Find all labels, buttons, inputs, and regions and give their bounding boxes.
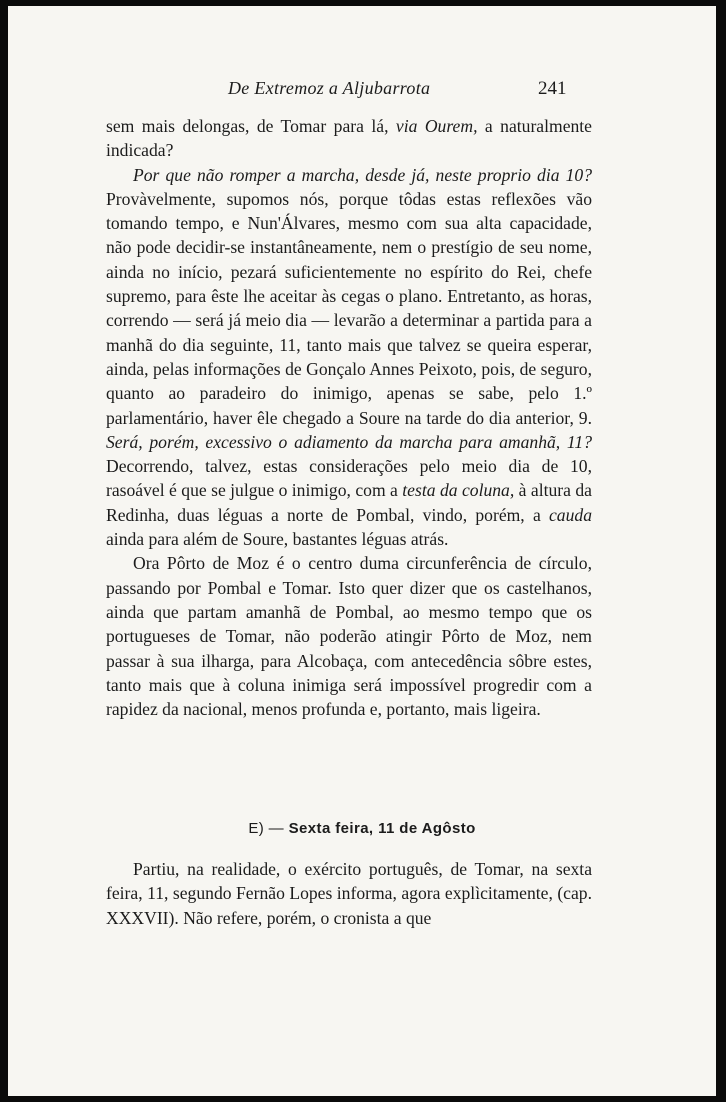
section-text [106,857,592,930]
section-label: E) — [248,820,289,837]
paragraph-4: Partiu, na realidade, o exército português, de Tomar, na sexta feira, 11, segundo Fernão Lopes informa, agora explìcitamente, (cap. XXXVII). Não refere, porém, o cronista a que [106,859,592,928]
paragraph-2 [106,163,592,552]
main-text [106,114,592,721]
section-heading [8,820,716,837]
paragraph-2-italic-2: Será, porém, excessivo o adiamento da marcha para amanhã, 11? [106,431,592,452]
section-title: Sexta feira, 11 de Agôsto [288,820,476,837]
page-number: 241 [538,78,567,99]
paragraph-2-text-1: Provàvelmente, supomos nós, porque tôdas estas reflexões vão tomando tempo, e Nun'Álvares, mesmo com sua alta capacidade, não pode decidir-se instantâneamente, nem o prestígio de seu nome, ainda no início, pezará suficientemente no espírito do Rei, chefe supremo, para êste lhe aceitar às cegas o plano. Entretanto, as horas, correndo — será já meio dia — levarão a determinar a partida para a manhã do dia seguinte, 11, tanto mais que talvez se queira esperar, ainda, pelas informações de Gonçalo Annes Peixoto, pois, de seguro, quanto ao paradeiro do inimigo, apenas se sabe, pelo 1.º parlamentário, haver êle chegado a Soure na tarde do dia anterior, 9. [106,188,592,428]
paragraph-2-text-4: ainda para além de Soure, bastantes léguas atrás. [106,529,449,550]
running-head-title: De Extremoz a Aljubarrota [228,78,431,98]
paragraph-2-text-3: à altura da Redinha, duas léguas a norte de Pombal, vindo, porém, a [106,480,592,525]
book-page [8,6,716,1096]
paragraph-1-italic: via Ourem, [395,116,478,136]
paragraph-1 [106,114,592,163]
paragraph-1-text: sem mais delongas, de Tomar para lá, [106,116,396,136]
paragraph-2-text-2: Decorrendo, talvez, estas considerações pelo meio dia de 10, rasoável é que se julgue o inimigo, com a [106,456,592,501]
paragraph-2-question: Por que não romper a marcha, desde já, neste proprio dia 10? [133,164,592,185]
paragraph-2-italic-4: cauda [549,504,592,525]
paragraph-1-text-after: a naturalmente indicada? [106,116,592,161]
running-head [8,78,716,104]
paragraph-2-italic-3: testa da coluna, [402,480,515,501]
paragraph-3: Ora Pôrto de Moz é o centro duma circunferência de círculo, passando por Pombal e Tomar. Isto quer dizer que os castelhanos, ainda que partam amanhã de Pombal, ao mesmo tempo que os portugueses de Tomar, não poderão atingir Pôrto de Moz, nem passar à sua ilharga, para Alcobaça, com antecedência sôbre estes, tanto mais que à coluna inimiga será impossível progredir com a rapidez da nacional, menos profunda e, portanto, mais ligeira. [106,553,592,720]
